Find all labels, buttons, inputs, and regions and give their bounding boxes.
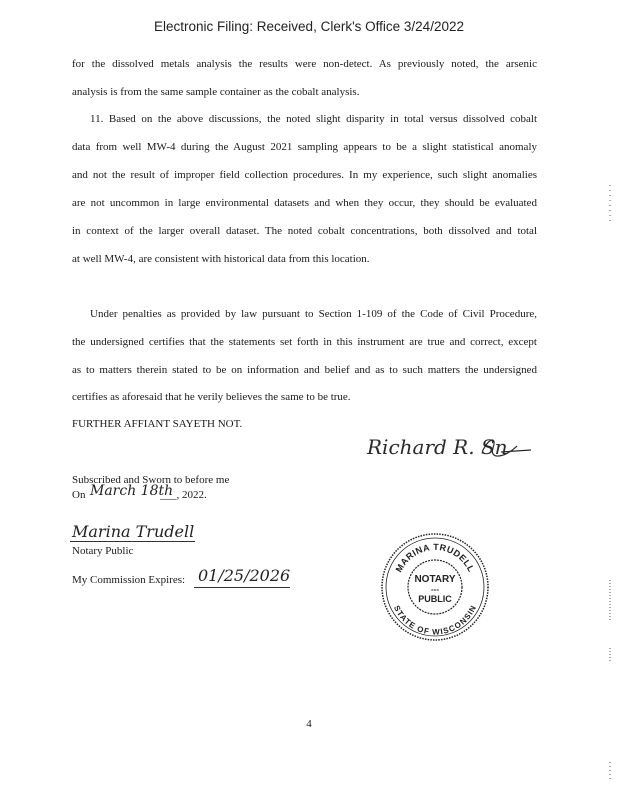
on-label: On [72, 489, 86, 501]
notary-signature-rule [70, 541, 195, 542]
svg-text:STATE OF WISCONSIN [392, 604, 478, 637]
scan-edge-marks [609, 762, 611, 782]
affiant-signature [365, 428, 535, 468]
on-year: ___, 2022. [160, 489, 207, 501]
affiant-signature-text: Richard R. Sn [367, 435, 508, 459]
seal-center-bottom: PUBLIC [418, 594, 452, 604]
seal-center-mid: --- [431, 585, 439, 594]
body-line: in context of the larger overall dataset. The noted cobalt concentrations, both dissolved and total [72, 225, 537, 237]
body-line: at well MW-4, are consistent with historical data from this location. [72, 253, 370, 265]
body-line: and not the result of improper field collection procedures. In my experience, such slight anomalies [72, 169, 537, 181]
body-line: data from well MW-4 during the August 2021 sampling appears to be a slight statistical anomaly [72, 141, 537, 153]
notary-seal [380, 532, 490, 642]
body-line: are not uncommon in large environmental datasets and when they occur, they should be evaluated [72, 197, 537, 209]
body-line: certifies as aforesaid that he verily believes the same to be true. [72, 391, 351, 403]
body-line: for the dissolved metals analysis the results were non-detect. As previously noted, the arsenic [72, 58, 537, 70]
on-date-handwritten: March 18th [90, 483, 174, 499]
body-line: the undersigned certifies that the statements set forth in this instrument are true and correct, except [72, 336, 537, 348]
svg-text:MARINA TRUDELL [394, 542, 477, 574]
further-affiant-line: FURTHER AFFIANT SAYETH NOT. [72, 418, 243, 430]
notary-signature: Marina Trudell [72, 522, 195, 541]
commission-date-handwritten: 01/25/2026 [198, 566, 291, 585]
seal-center-top: NOTARY [414, 574, 456, 585]
filing-stamp-header: Electronic Filing: Received, Clerk's Office 3/24/2022 [154, 19, 464, 34]
body-line: Under penalties as provided by law pursuant to Section 1-109 of the Code of Civil Procedure, [90, 308, 537, 320]
body-line: 11. Based on the above discussions, the noted slight disparity in total versus dissolved cobalt [90, 113, 537, 125]
scan-edge-marks [609, 185, 611, 225]
commission-rule [194, 587, 290, 588]
page-number: 4 [306, 718, 312, 730]
body-line: analysis is from the same sample container as the cobalt analysis. [72, 86, 360, 98]
scan-edge-marks [609, 580, 611, 620]
commission-label: My Commission Expires: [72, 574, 186, 586]
scan-edge-marks [609, 648, 611, 662]
seal-bottom-arc: STATE OF WISCONSIN [391, 604, 479, 637]
subscribed-line: Subscribed and Sworn to before me [72, 474, 230, 486]
body-line: as to matters therein stated to be on information and belief and as to such matters the undersigned [72, 364, 537, 376]
seal-top-arc: MARINA TRUDELL [393, 541, 477, 574]
notary-public-label: Notary Public [72, 545, 134, 557]
